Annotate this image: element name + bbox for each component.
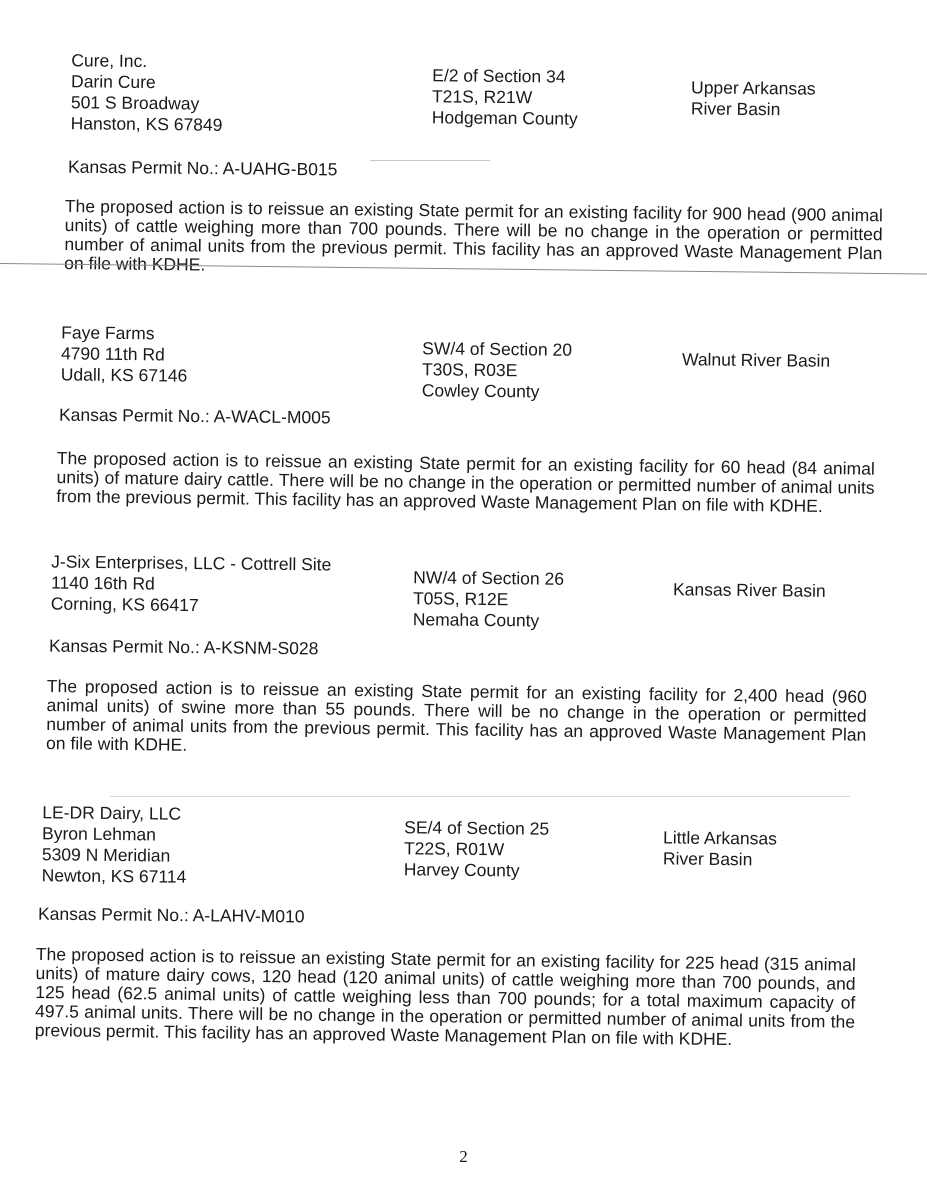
permit-description: The proposed action is to reissue an existing State permit for an existing facility for 900 head (900 animal units) of cattle weighing more than 700 pounds. There will be no change in the operation or permitted number of animal units from the previous permit. This facility has an approved Waste Management Plan on file with KDHE.: [64, 196, 883, 275]
permit-number: Kansas Permit No.: A-LAHV-M010: [37, 903, 305, 927]
facility-address: [71, 50, 224, 136]
street-address: 4790 11th Rd: [60, 343, 165, 365]
contact-name: Byron Lehman: [42, 823, 157, 845]
section: E/2 of Section 34: [432, 65, 566, 87]
basin-line-2: River Basin: [690, 98, 781, 120]
legal-location: [432, 65, 579, 130]
permit-number: Kansas Permit No.: A-WACL-M005: [58, 404, 331, 428]
basin-line-1: Little Arkansas: [663, 827, 778, 849]
basin-line-1: Walnut River Basin: [681, 349, 831, 371]
city-state-zip: Udall, KS 67146: [60, 364, 188, 386]
facility-name: Faye Farms: [61, 322, 155, 344]
river-basin: [691, 77, 816, 120]
contact-name: Darin Cure: [71, 71, 156, 93]
facility-address: [42, 802, 188, 888]
legal-location: [413, 567, 564, 632]
facility-address: [61, 322, 188, 386]
street-address: 1140 16th Rd: [50, 572, 155, 594]
township-range: T21S, R21W: [431, 86, 533, 108]
street-address: 501 S Broadway: [70, 92, 200, 114]
permit-description: The proposed action is to reissue an existing State permit for an existing facility for 2,400 head (960 animal units) of swine more than 55 pounds. There will be no change in the operation or permitted number of animal units from the previous permit. This facility has an approved Waste Management Plan on file with KDHE.: [46, 676, 867, 755]
township-range: T05S, R12E: [412, 588, 509, 610]
basin-line-2: River Basin: [662, 848, 753, 870]
township-range: T30S, R03E: [421, 359, 518, 381]
county: Hodgeman County: [431, 107, 578, 129]
river-basin: [682, 349, 830, 372]
permit-number: Kansas Permit No.: A-KSNM-S028: [48, 635, 319, 659]
street-address: 5309 N Meridian: [41, 844, 171, 866]
river-basin: [663, 827, 777, 870]
basin-line-1: Upper Arkansas: [691, 77, 816, 99]
county: Harvey County: [403, 859, 520, 881]
permit-number: Kansas Permit No.: A-UAHG-B015: [67, 156, 338, 180]
section: SW/4 of Section 20: [422, 338, 573, 360]
township-range: T22S, R01W: [403, 838, 505, 860]
river-basin: [673, 579, 826, 602]
city-state-zip: Newton, KS 67114: [41, 865, 187, 887]
section: NW/4 of Section 26: [413, 567, 565, 589]
facility-address: [51, 552, 332, 618]
county: Nemaha County: [412, 609, 540, 631]
facility-name: J-Six Enterprises, LLC - Cottrell Site: [51, 551, 332, 575]
permit-description: The proposed action is to reissue an existing State permit for an existing facility for 225 head (315 animal units) of mature dairy cows, 120 head (120 animal units) of cattle weighing more than 700 pounds, and 125 head (62.5 animal units) of cattle weighing less than 700 pounds; for a total maximum capacity of 497.5 animal units. There will be no change in the operation or permitted number of animal units from the previous permit. This facility has an approved Waste Management Plan on file with KDHE.: [34, 944, 856, 1050]
permit-description: The proposed action is to reissue an existing State permit for an existing facility for 60 head (84 animal units) of mature dairy cattle. There will be no change in the operation or permitted number of animal units from the previous permit. This facility has an approved Waste Management Plan on file with KDHE.: [56, 448, 875, 517]
county: Cowley County: [421, 380, 540, 402]
city-state-zip: Corning, KS 66417: [50, 593, 199, 616]
section: SE/4 of Section 25: [404, 817, 550, 839]
page-number: 2: [459, 1147, 468, 1166]
basin-line-1: Kansas River Basin: [672, 579, 826, 601]
legal-location: [404, 817, 550, 882]
facility-name: Cure, Inc.: [71, 50, 148, 72]
scan-artifact: [110, 796, 850, 797]
scan-artifact: [370, 160, 490, 161]
legal-location: [422, 338, 572, 403]
facility-name: LE-DR Dairy, LLC: [42, 802, 182, 824]
city-state-zip: Hanston, KS 67849: [70, 113, 223, 135]
